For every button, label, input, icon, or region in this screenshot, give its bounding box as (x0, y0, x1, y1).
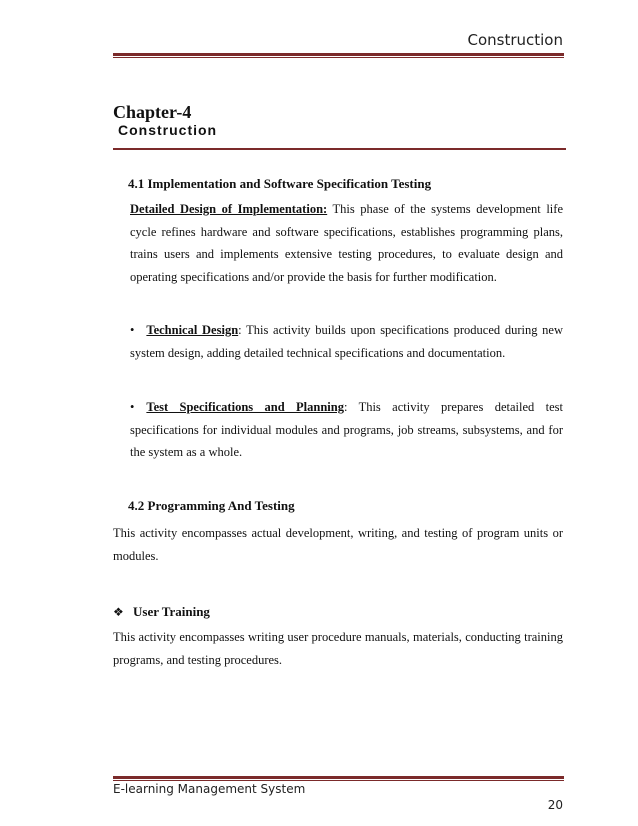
footer-rule (113, 776, 564, 779)
section-4-1-heading: 4.1 Implementation and Software Specification Testing (128, 176, 432, 191)
detailed-design-text: This phase of the systems development life cycle refines hardware and software specifications, establishes programming plans, trains users and implements extensive testing procedures, to evaluate design and operating specifications and/or provide the basis for further modification. (130, 202, 563, 284)
detailed-design-paragraph (130, 198, 563, 288)
header-rule (113, 53, 564, 56)
chapter-number: Chapter-4 (113, 102, 192, 122)
chapter-title: Construction (118, 122, 218, 138)
diamond-bullet-icon: ❖ (113, 605, 124, 619)
page-header-title: Construction (467, 31, 563, 49)
header-rule-thin (113, 57, 564, 58)
footer-title: E-learning Management System (113, 782, 306, 796)
section-4-2-heading: 4.2 Programming And Testing (128, 498, 295, 513)
footer-rule-thin (113, 780, 564, 781)
technical-design-lead: Technical Design (146, 323, 239, 337)
test-specifications-text: : This activity prepares detailed test specifications for individual modules and programs, job streams, subsystems, and for the system as a whole. (130, 400, 563, 459)
test-specifications-paragraph (130, 396, 563, 464)
bullet-icon: • (130, 400, 135, 414)
technical-design-paragraph (130, 319, 563, 364)
page-number: 20 (547, 798, 563, 812)
test-specifications-lead: Test Specifications and Planning (146, 400, 344, 414)
user-training-paragraph: This activity encompasses writing user procedure manuals, materials, conducting training programs, and testing procedures. (113, 630, 563, 667)
bullet-icon: • (130, 323, 135, 337)
section-4-2-paragraph: This activity encompasses actual development, writing, and testing of program units or modules. (113, 526, 563, 563)
technical-design-text: : This activity builds upon specifications produced during new system design, adding detailed technical specifications and documentation. (130, 323, 563, 360)
user-training-heading: User Training (133, 604, 210, 619)
detailed-design-lead: Detailed Design of Implementation: (130, 202, 328, 216)
chapter-rule (113, 148, 566, 150)
